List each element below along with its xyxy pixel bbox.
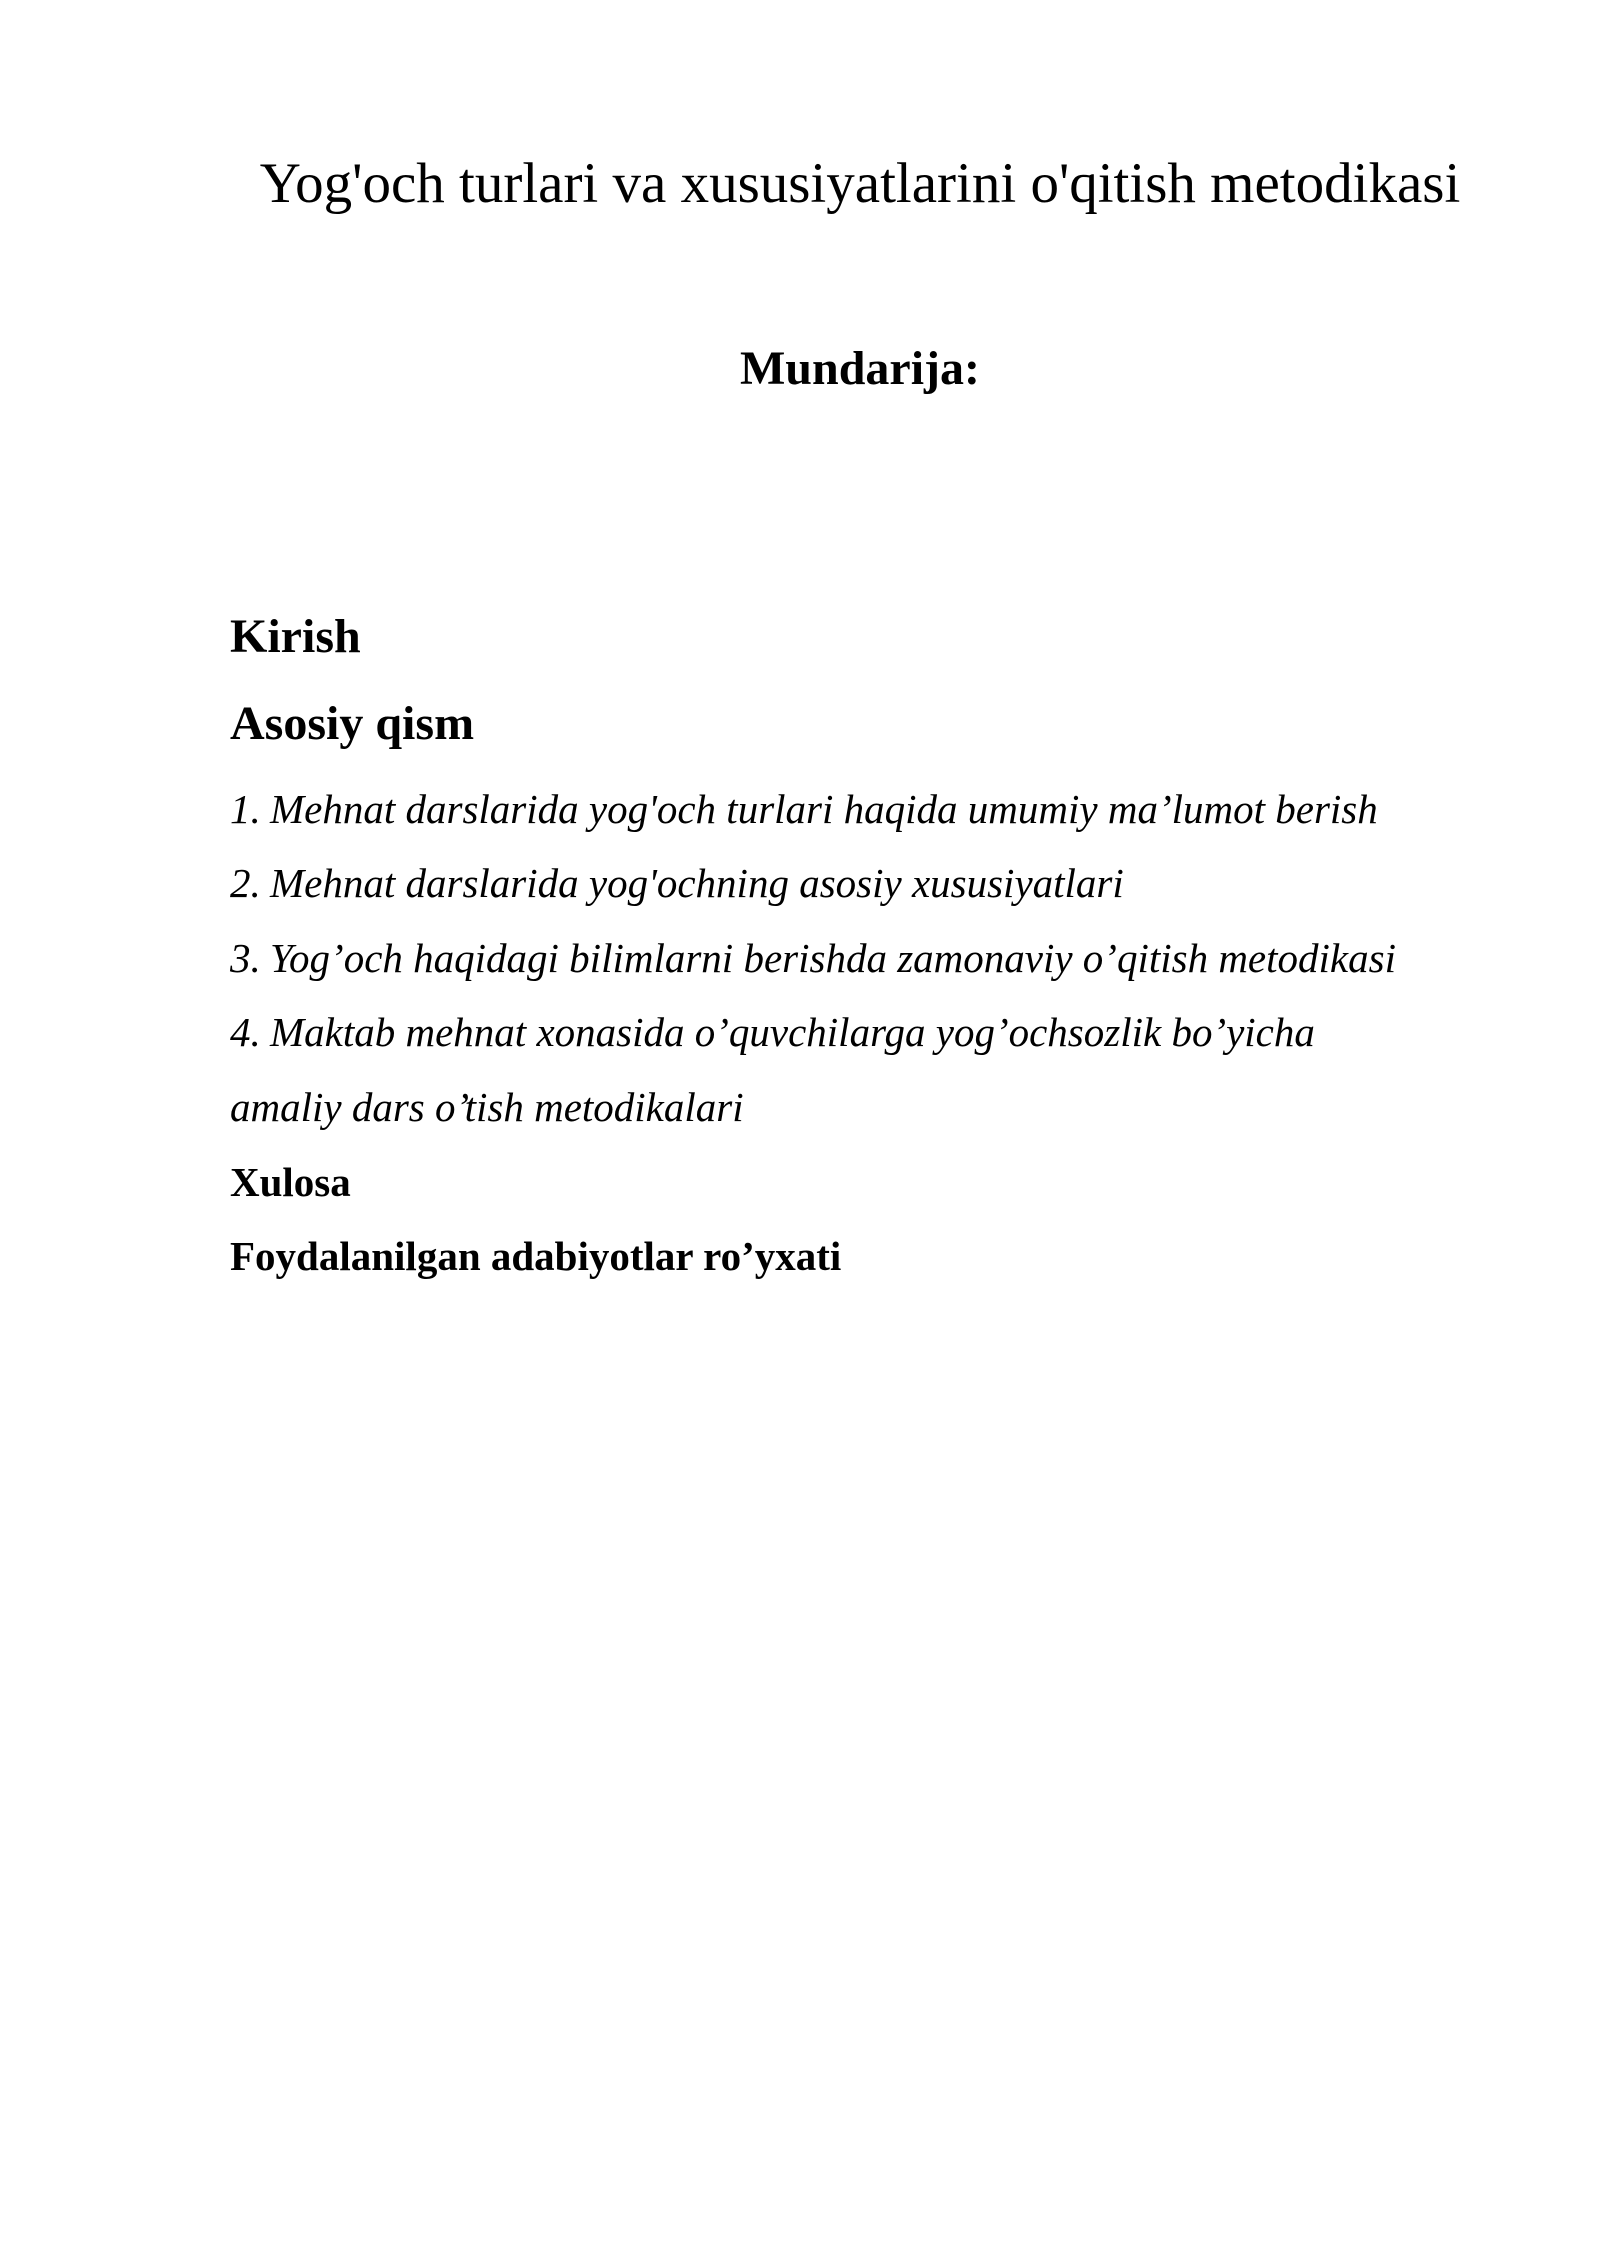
toc-introduction: Kirish (230, 610, 361, 663)
toc-main-part: Asosiy qism (230, 697, 475, 750)
page-title: Yog'och turlari va xususiyatlarini o'qitish metodikasi (259, 152, 1461, 215)
toc-item-2 (230, 859, 1124, 908)
toc-item-number: 1. (230, 786, 261, 832)
toc-references: Foydalanilgan adabiyotlar ro’yxati (230, 1233, 842, 1279)
toc-item-number: 2. (230, 860, 261, 906)
toc-item-number: 3. (230, 935, 261, 981)
toc-heading: Mundarija: (740, 342, 980, 395)
toc-item-text: Maktab mehnat xonasida o’quvchilarga yog’ochsozlik bo’yicha (270, 1009, 1315, 1055)
toc-item-text: Yog’och haqidagi bilimlarni berishda zamonaviy o’qitish metodikasi (270, 935, 1396, 981)
toc-item-text: Mehnat darslarida yog'och turlari haqida umumiy ma’lumot berish (270, 786, 1378, 832)
toc-item-3 (230, 934, 1396, 983)
toc-item-4-continuation: amaliy dars o’tish metodikalari (230, 1084, 744, 1130)
toc-conclusion: Xulosa (230, 1159, 351, 1205)
toc-item-number: 4. (230, 1009, 261, 1055)
toc-item-4 (230, 1008, 1315, 1057)
toc-item-text: Mehnat darslarida yog'ochning asosiy xususiyatlari (270, 860, 1124, 906)
toc-item-1 (230, 785, 1378, 834)
